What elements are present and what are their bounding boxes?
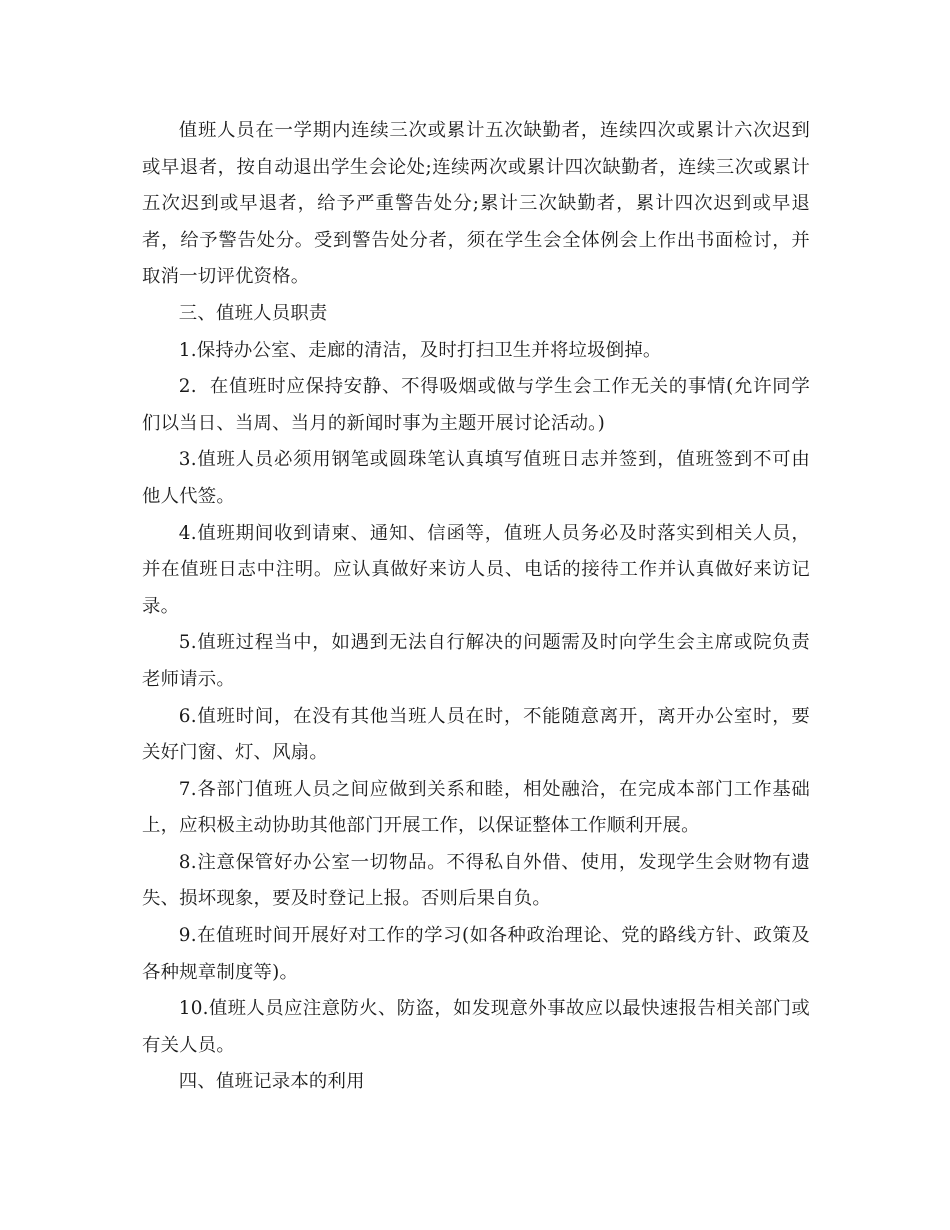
duty-item-5: 5.值班过程当中，如遇到无法自行解决的问题需及时向学生会主席或院负责老师请示。 (142, 632, 810, 690)
duty-item-2: 2. 在值班时应保持安静、不得吸烟或做与学生会工作无关的事情(允许同学们以当日、当周、当月的新闻时事为主题开展讨论活动。) (142, 376, 810, 434)
document-body (142, 113, 810, 1101)
section-heading-duty-responsibilities: 三、值班人员职责 (178, 302, 328, 324)
duty-item-7: 7.各部门值班人员之间应做到关系和睦，相处融洽，在完成本部门工作基础上，应积极主动协助其他部门开展工作，以保证整体工作顺利开展。 (142, 778, 810, 837)
duty-item-3: 3.值班人员必须用钢笔或圆珠笔认真填写值班日志并签到，值班签到不可由他人代签。 (142, 449, 810, 507)
duty-item-10: 10.值班人员应注意防火、防盗，如发现意外事故应以最快速报告相关部门或有关人员。 (142, 998, 810, 1056)
paragraph-attendance-penalties: 值班人员在一学期内连续三次或累计五次缺勤者，连续四次或累计六次迟到或早退者，按自动退出学生会论处;连续两次或累计四次缺勤者，连续三次或累计五次迟到或早退者，给予严重警告处分;累计三次缺勤者，累计四次迟到或早退者，给予警告处分。受到警告处分者，须在学生会全体例会上作出书面检讨，并取消一切评优资格。 (142, 120, 810, 288)
duty-item-9: 9.在值班时间开展好对工作的学习(如各种政治理论、党的路线方针、政策及各种规章制度等)。 (142, 925, 810, 983)
duty-item-4: 4.值班期间收到请柬、通知、信函等，值班人员务必及时落实到相关人员，并在值班日志中注明。应认真做好来访人员、电话的接待工作并认真做好来访记录。 (142, 522, 810, 617)
duty-item-1: 1.保持办公室、走廊的清洁，及时打扫卫生并将垃圾倒掉。 (178, 339, 662, 361)
section-heading-logbook-usage: 四、值班记录本的利用 (178, 1071, 365, 1093)
duty-item-8: 8.注意保管好办公室一切物品。不得私自外借、使用，发现学生会财物有遗失、损坏现象，要及时登记上报。否则后果自负。 (142, 851, 810, 910)
duty-item-6: 6.值班时间，在没有其他当班人员在时，不能随意离开，离开办公室时，要关好门窗、灯、风扇。 (142, 705, 810, 764)
